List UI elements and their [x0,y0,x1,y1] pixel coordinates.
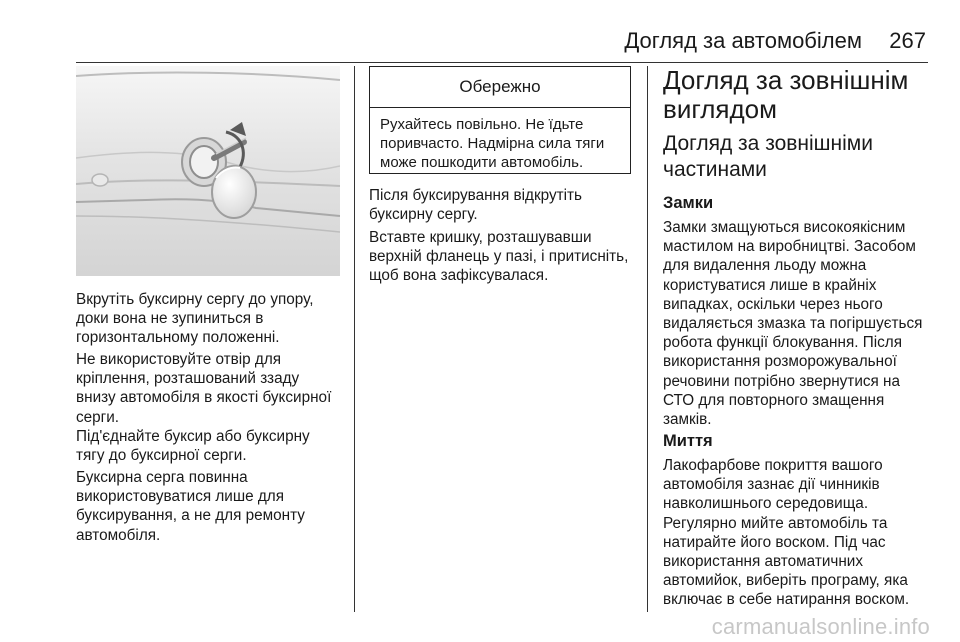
locks-text: Замки змащуються високоякісним мастилом на виробництві. Засобом для видалення льоду можна користуватися лише в крайніх випадках, оскільки через нього видаляється змазка та погіршується робота функції блокування. Після використання розморожувальної речовини потрібно звернутися на СТО для повторного змащення замків. [663,219,923,429]
subsection-title: Догляд за зовнішніми частинами [663,132,873,181]
paragraph: Після буксирування відкрутіть буксирну сергу. [369,187,583,224]
paragraph: Під'єднайте буксир або буксирну тягу до буксирної серги. [76,428,310,465]
warning-title: Обережно [370,67,630,108]
column-divider-right [647,66,648,612]
washing-heading: Миття [663,432,713,450]
warning-box [369,66,631,174]
tow-eye-illustration [76,66,340,276]
header-rule [76,62,928,63]
page-header [76,28,928,58]
section-title: Догляд за зовнішнім виглядом [663,65,909,124]
page-number: 267 [889,28,926,53]
column-divider-left [354,66,355,612]
watermark: carmanualsonline.info [711,614,930,639]
warning-text: Рухайтесь повільно. Не їдьте поривчасто. Надмірна сила тяги може пошкодити автомобіль. [380,116,605,171]
paragraph: Не використовуйте отвір для кріплення, розташований ззаду внизу автомобіля в якості буксирної серги. [76,351,332,426]
washing-text: Лакофарбове покриття вашого автомобіля зазнає дії чинників навколишнього середовища. Регулярно мийте автомобіль та натирайте його воском. Під час використання автоматичних автомийок, виберіть програму, яка включає в себе натирання воском. [663,457,910,609]
paragraph: Буксирна серга повинна використовуватися лише для буксирування, а не для ремонту автомобіля. [76,469,305,544]
header-title: Догляд за автомобілем [624,28,862,53]
paragraph: Вставте кришку, розташувавши верхній фланець у пазі, і притисніть, щоб вона зафіксувалася. [369,229,629,285]
locks-heading: Замки [663,194,714,212]
paragraph: Вкрутіть буксирну сергу до упору, доки вона не зупиниться в горизонтальному положенні. [76,291,314,347]
